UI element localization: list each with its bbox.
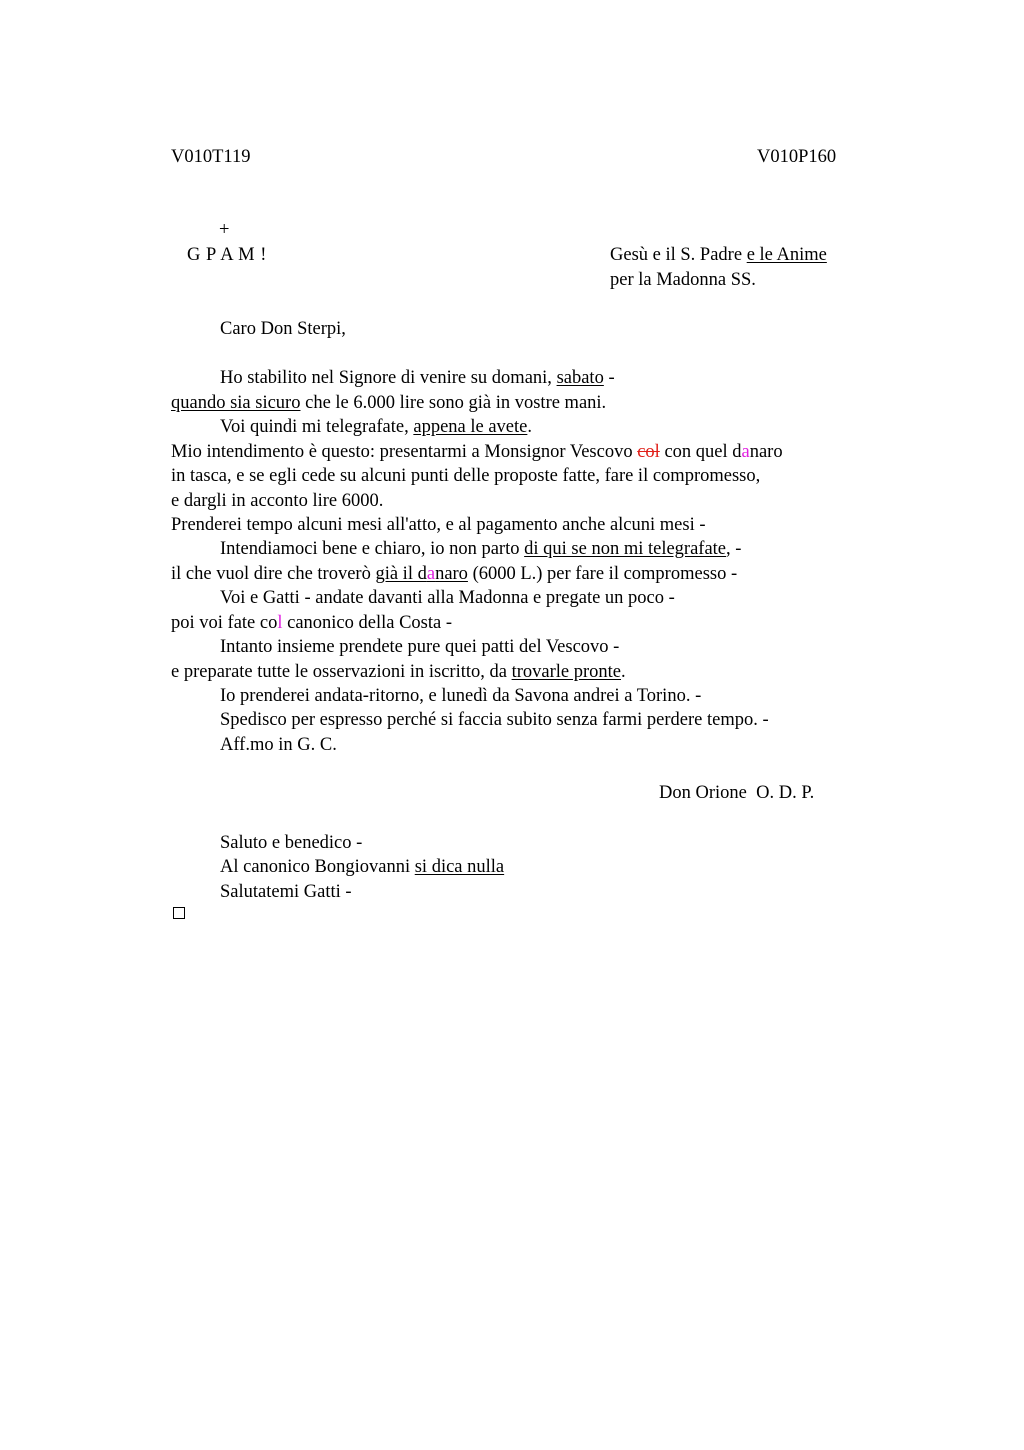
inserted-text: a: [741, 442, 750, 462]
body-line: Spedisco per espresso perché si faccia subito senza farmi perdere tempo. -: [220, 710, 769, 730]
body-line: in tasca, e se egli cede su alcuni punti delle proposte fatte, fare il compromesso,: [171, 466, 761, 486]
heading-right-line-2: per la Madonna SS.: [610, 270, 756, 290]
body-line: Intendiamoci bene e chiaro, io non parto di qui se non mi telegrafate, -: [220, 539, 742, 559]
body-line: e dargli in acconto lire 6000.: [171, 491, 384, 511]
body-line: Ho stabilito nel Signore di venire su domani, sabato -: [220, 368, 615, 388]
body-line: Voi e Gatti - andate davanti alla Madonna e pregate un poco -: [220, 588, 675, 608]
inserted-text: l: [277, 613, 283, 633]
document-code-left: V010T119: [171, 147, 251, 167]
postscript-line: Saluto e benedico -: [220, 833, 363, 853]
salutation: Caro Don Sterpi,: [220, 319, 346, 339]
body-line: e preparate tutte le osservazioni in iscritto, da trovarle pronte.: [171, 662, 626, 682]
inserted-text: a: [426, 564, 436, 584]
body-line: il che vuol dire che troverò già il danaro (6000 L.) per fare il compromesso -: [171, 564, 738, 584]
document-code-right: V010P160: [757, 147, 837, 167]
gpam-motto: G P A M !: [187, 245, 267, 265]
body-line: Prenderei tempo alcuni mesi all'atto, e al pagamento anche alcuni mesi -: [171, 515, 706, 535]
body-line: quando sia sicuro che le 6.000 lire sono già in vostre mani.: [171, 393, 607, 413]
end-box-icon: [173, 907, 185, 919]
body-line: Io prenderei andata-ritorno, e lunedì da Savona andrei a Torino. -: [220, 686, 702, 706]
deleted-text: col: [637, 442, 660, 462]
body-line: poi voi fate col canonico della Costa -: [171, 613, 453, 633]
cross-mark: +: [219, 220, 230, 240]
postscript-line: Al canonico Bongiovanni si dica nulla: [220, 857, 505, 877]
body-line: Intanto insieme prendete pure quei patti del Vescovo -: [220, 637, 620, 657]
signature: Don Orione O. D. P.: [659, 783, 815, 803]
postscript-line: Salutatemi Gatti -: [220, 882, 352, 902]
body-line: Voi quindi mi telegrafate, appena le avete.: [220, 417, 532, 437]
body-line: Mio intendimento è questo: presentarmi a Monsignor Vescovo col con quel danaro: [171, 442, 783, 462]
closing-line: Aff.mo in G. C.: [220, 735, 337, 755]
heading-right-line-1: Gesù e il S. Padre e le Anime: [610, 245, 827, 265]
